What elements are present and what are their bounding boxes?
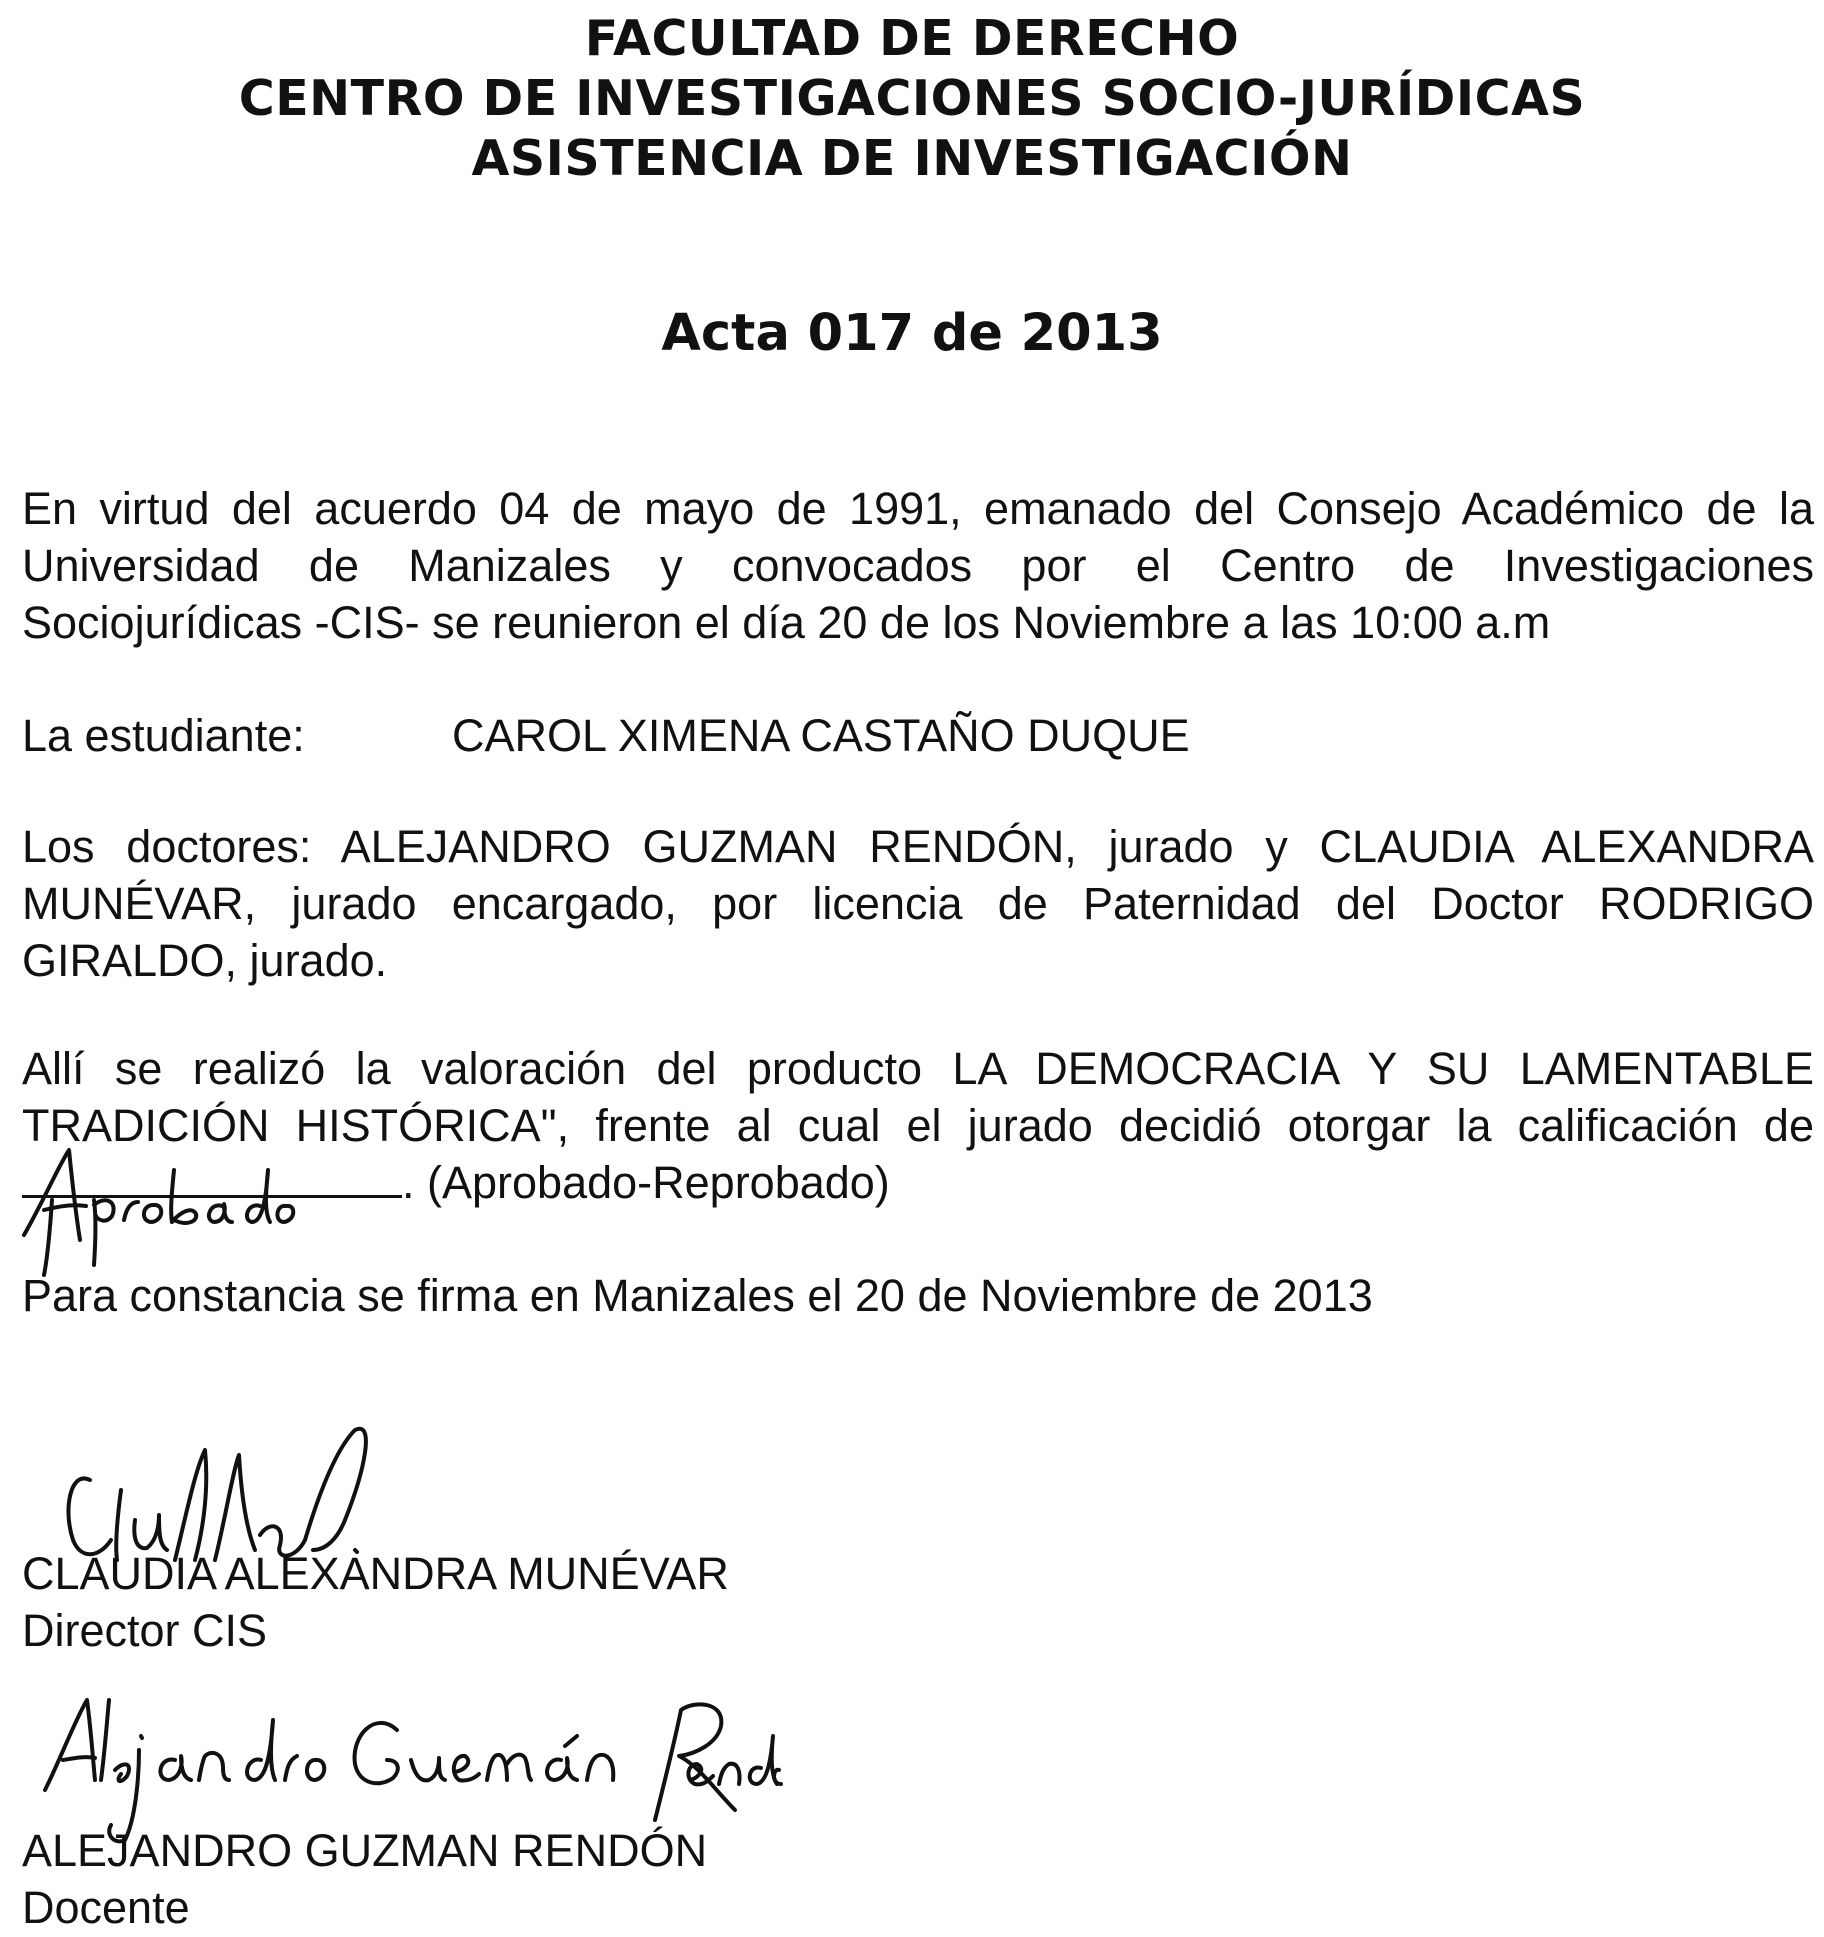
intro-line: En virtud del acuerdo 04 de mayo de 1991, emanado del Consejo Académico de la xyxy=(22,483,1814,534)
signatory-role: Docente xyxy=(22,1882,190,1933)
student-name: CAROL XIMENA CASTAÑO DUQUE xyxy=(452,710,1190,761)
intro-line: Universidad de Manizales y convocados por el Centro de Investigaciones xyxy=(22,540,1814,591)
signatory-name: CLAUDIA ALEXANDRA MUNÉVAR xyxy=(22,1548,729,1599)
valuation-line: Allí se realizó la valoración del producto LA DEMOCRACIA Y SU LAMENTABLE xyxy=(22,1043,1814,1094)
valuation-line: TRADICIÓN HISTÓRICA", frente al cual el jurado decidió otorgar la calificación de xyxy=(22,1100,1814,1151)
doctors-line: Los doctores: ALEJANDRO GUZMAN RENDÓN, jurado y CLAUDIA ALEXANDRA xyxy=(22,821,1814,872)
student-row xyxy=(22,707,1190,764)
header-faculty: FACULTAD DE DERECHO xyxy=(584,10,1240,67)
header-assistance: ASISTENCIA DE INVESTIGACIÓN xyxy=(471,130,1353,187)
handwritten-grade xyxy=(14,1140,304,1280)
grade-options: . (Aprobado-Reprobado) xyxy=(402,1157,890,1208)
signatory-role: Director CIS xyxy=(22,1605,268,1656)
header-center: CENTRO DE INVESTIGACIONES SOCIO-JURÍDICAS xyxy=(238,70,1586,127)
intro-paragraph xyxy=(22,480,1814,651)
intro-line: Sociojurídicas -CIS- se reunieron el día 20 de los Noviembre a las 10:00 a.m xyxy=(22,597,1551,648)
doctors-line: GIRALDO, jurado. xyxy=(22,935,388,986)
acta-title: Acta 017 de 2013 xyxy=(661,304,1163,363)
student-label: La estudiante: xyxy=(22,710,305,761)
doctors-paragraph xyxy=(22,818,1814,989)
doctors-line: MUNÉVAR, jurado encargado, por licencia de Paternidad del Doctor RODRIGO xyxy=(22,878,1814,929)
closing-statement: Para constancia se firma en Manizales el 20 de Noviembre de 2013 xyxy=(22,1270,1373,1321)
signatory-name: ALEJANDRO GUZMAN RENDÓN xyxy=(22,1825,708,1876)
